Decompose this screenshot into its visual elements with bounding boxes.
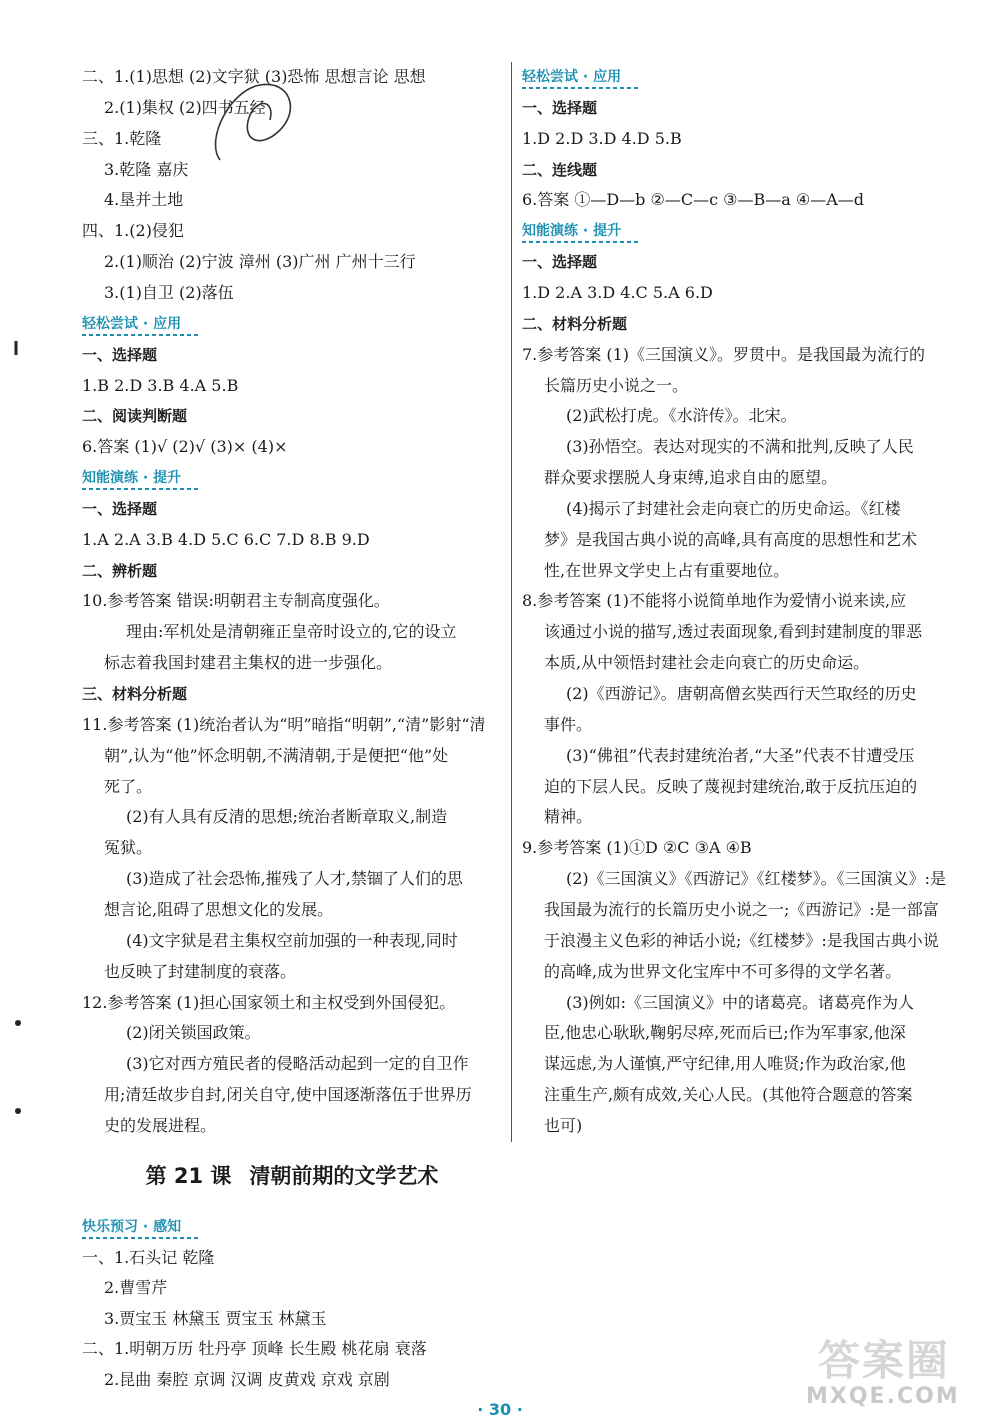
answer-line: (2)《西游记》。唐朝高僧玄奘西行天竺取经的历史 [566, 684, 917, 703]
answer-line: 性,在世界文学史上占有重要地位。 [544, 560, 790, 580]
answer-line: 理由:军机处是清朝雍正皇帝时设立的,它的设立 [126, 622, 457, 642]
section-heading: 知能演练 · 提升 [522, 216, 952, 246]
answer-line: (4)文字狱是君主集权空前加强的一种表现,同时 [126, 930, 458, 950]
answer-line: 4.垦并土地 [104, 190, 184, 210]
answer-line: 的高峰,成为世界文化宝库中不可多得的文学名著。 [544, 961, 902, 981]
watermark-logo: 答案圈 [818, 1336, 951, 1385]
answer-line: 2.昆曲 秦腔 京调 汉调 皮黄戏 京戏 京剧 [104, 1369, 390, 1389]
answer-line: 也可) [544, 1115, 583, 1135]
answer-line: 谋远虑,为人谨慎,严守纪律,用人唯贤;作为政治家,他 [544, 1054, 906, 1074]
question-type-heading: 二、连线题 [522, 160, 598, 179]
answer-line: (3)造成了社会恐怖,摧残了人才,禁锢了人们的思 [126, 869, 463, 889]
answer-line: 三、1.乾隆 [82, 128, 162, 148]
section-heading: 快乐预习 · 感知 [82, 1212, 502, 1242]
column-divider [511, 62, 512, 1142]
pen-scribble [200, 70, 310, 170]
answer-line: 2.(1)集权 (2)四书五经 [104, 97, 266, 117]
answer-line: 死了。 [104, 776, 153, 796]
answer-line: 本质,从中领悟封建社会走向衰亡的历史命运。 [544, 653, 870, 673]
answer-line: 标志着我国封建君主集权的进一步强化。 [104, 653, 393, 673]
answer-line: 3.贾宝玉 林黛玉 贾宝玉 林黛玉 [104, 1308, 327, 1328]
answer-line: 1.D 2.A 3.D 4.C 5.A 6.D [522, 282, 713, 302]
site-watermark [800, 1328, 970, 1418]
answer-line: 臣,他忠心耿耿,鞠躬尽瘁,死而后已;作为军事家,他深 [544, 1023, 906, 1043]
answer-line: 11.参考答案 (1)统治者认为“明”暗指“明朝”,“清”影射“清 [82, 714, 486, 734]
answer-line: (3)它对西方殖民者的侵略活动起到一定的自卫作 [126, 1054, 469, 1074]
answer-line: 也反映了封建制度的衰落。 [104, 961, 297, 981]
margin-mark [14, 1012, 22, 1031]
answer-line: 我国最为流行的长篇历史小说之一;《西游记》:是一部富 [544, 899, 939, 919]
answer-line: 梦》是我国古典小说的高峰,具有高度的思想性和艺术 [544, 529, 918, 549]
answer-line: 精神。 [544, 807, 593, 827]
answer-line: 12.参考答案 (1)担心国家领土和主权受到外国侵犯。 [82, 992, 456, 1012]
answer-line: 3.(1)自卫 (2)落伍 [104, 282, 234, 302]
margin-mark [12, 340, 20, 359]
answer-line: 1.D 2.D 3.D 4.D 5.B [522, 128, 682, 148]
section-heading: 轻松尝试 · 应用 [522, 62, 952, 92]
lesson-name: 清朝前期的文学艺术 [249, 1164, 439, 1188]
section-heading: 知能演练 · 提升 [82, 463, 502, 493]
answer-line: 四、1.(2)侵犯 [82, 221, 184, 241]
answer-line: 3.乾隆 嘉庆 [104, 159, 189, 179]
answer-line: (2)有人具有反清的思想;统治者断章取义,制造 [126, 807, 448, 827]
answer-line: 二、1.明朝万历 牡丹亭 顶峰 长生殿 桃花扇 衰落 [82, 1339, 427, 1358]
answer-line: 想言论,阻碍了思想文化的发展。 [104, 899, 334, 919]
answer-line: 迫的下层人民。反映了蔑视封建统治,敢于反抗压迫的 [544, 776, 918, 796]
lesson-number: 第 21 课 [145, 1164, 232, 1188]
question-type-heading: 一、选择题 [522, 98, 598, 117]
answer-line: 1.B 2.D 3.B 4.A 5.B [82, 375, 239, 395]
answer-line: 该通过小说的描写,透过表面现象,看到封建制度的罪恶 [544, 622, 923, 642]
lesson-title [82, 1160, 502, 1190]
answer-line: 6.答案 ①—D—b ②—C—c ③—B—a ④—A—d [522, 190, 865, 210]
answer-line: 事件。 [544, 714, 593, 734]
answer-line: (4)揭示了封建社会走向衰亡的历史命运。《红楼 [566, 498, 901, 518]
margin-mark [14, 1100, 22, 1119]
answer-line: 注重生产,颇有成效,关心人民。(其他符合题意的答案 [544, 1085, 913, 1105]
answer-line: 用;清廷故步自封,闭关自守,使中国逐渐落伍于世界历 [104, 1085, 472, 1105]
answer-line: 6.答案 (1)√ (2)√ (3)× (4)× [82, 437, 288, 457]
question-type-heading: 一、选择题 [82, 499, 158, 518]
answer-line: 一、1.石头记 乾隆 [82, 1247, 215, 1267]
answer-line: 群众要求摆脱人身束缚,追求自由的愿望。 [544, 468, 838, 488]
answer-line: (3)“佛祖”代表封建统治者,“大圣”代表不甘遭受压 [566, 745, 915, 765]
answer-line: 2.(1)顺治 (2)宁波 漳州 (3)广州 广州十三行 [104, 252, 416, 272]
answer-line: 朝”,认为“他”怀念明朝,不满清朝,于是便把“他”处 [104, 745, 449, 765]
answer-line: (3)例如:《三国演义》中的诸葛亮。诸葛亮作为人 [566, 992, 915, 1012]
watermark-url: MXQE.COM [806, 1384, 960, 1409]
answer-line: 史的发展进程。 [104, 1115, 217, 1135]
answer-line: 8.参考答案 (1)不能将小说简单地作为爱情小说来读,应 [522, 591, 907, 611]
answer-line: 2.曹雪芹 [104, 1278, 168, 1297]
question-type-heading: 二、材料分析题 [522, 314, 628, 333]
page-number: · 30 · [477, 1400, 523, 1419]
question-type-heading: 一、选择题 [82, 345, 158, 364]
section-heading: 轻松尝试 · 应用 [82, 309, 502, 339]
question-type-heading: 二、辨析题 [82, 561, 158, 580]
question-type-heading: 二、阅读判断题 [82, 407, 188, 426]
answer-line: 于浪漫主义色彩的神话小说;《红楼梦》:是我国古典小说 [544, 930, 939, 950]
answer-line: 二、1.(1)思想 (2)文字狱 (3)恐怖 思想言论 思想 [82, 67, 426, 86]
answer-line: 9.参考答案 (1)①D ②C ③A ④B [522, 838, 752, 858]
answer-line: 1.A 2.A 3.B 4.D 5.C 6.C 7.D 8.B 9.D [82, 529, 370, 549]
answer-line: (3)孙悟空。表达对现实的不满和批判,反映了人民 [566, 437, 914, 457]
answer-line: (2)闭关锁国政策。 [126, 1023, 261, 1043]
question-type-heading: 三、材料分析题 [82, 685, 188, 703]
question-type-heading: 一、选择题 [522, 253, 598, 272]
answer-line: 7.参考答案 (1)《三国演义》。罗贯中。是我国最为流行的 [522, 344, 926, 364]
answer-line: 冤狱。 [104, 838, 153, 858]
answer-line: 10.参考答案 错误:明朝君主专制高度强化。 [82, 591, 390, 611]
answer-line: (2)《三国演义》《西游记》《红楼梦》。《三国演义》:是 [566, 869, 947, 889]
answer-line: 长篇历史小说之一。 [544, 375, 689, 395]
answer-line: (2)武松打虎。《水浒传》。北宋。 [566, 406, 797, 426]
